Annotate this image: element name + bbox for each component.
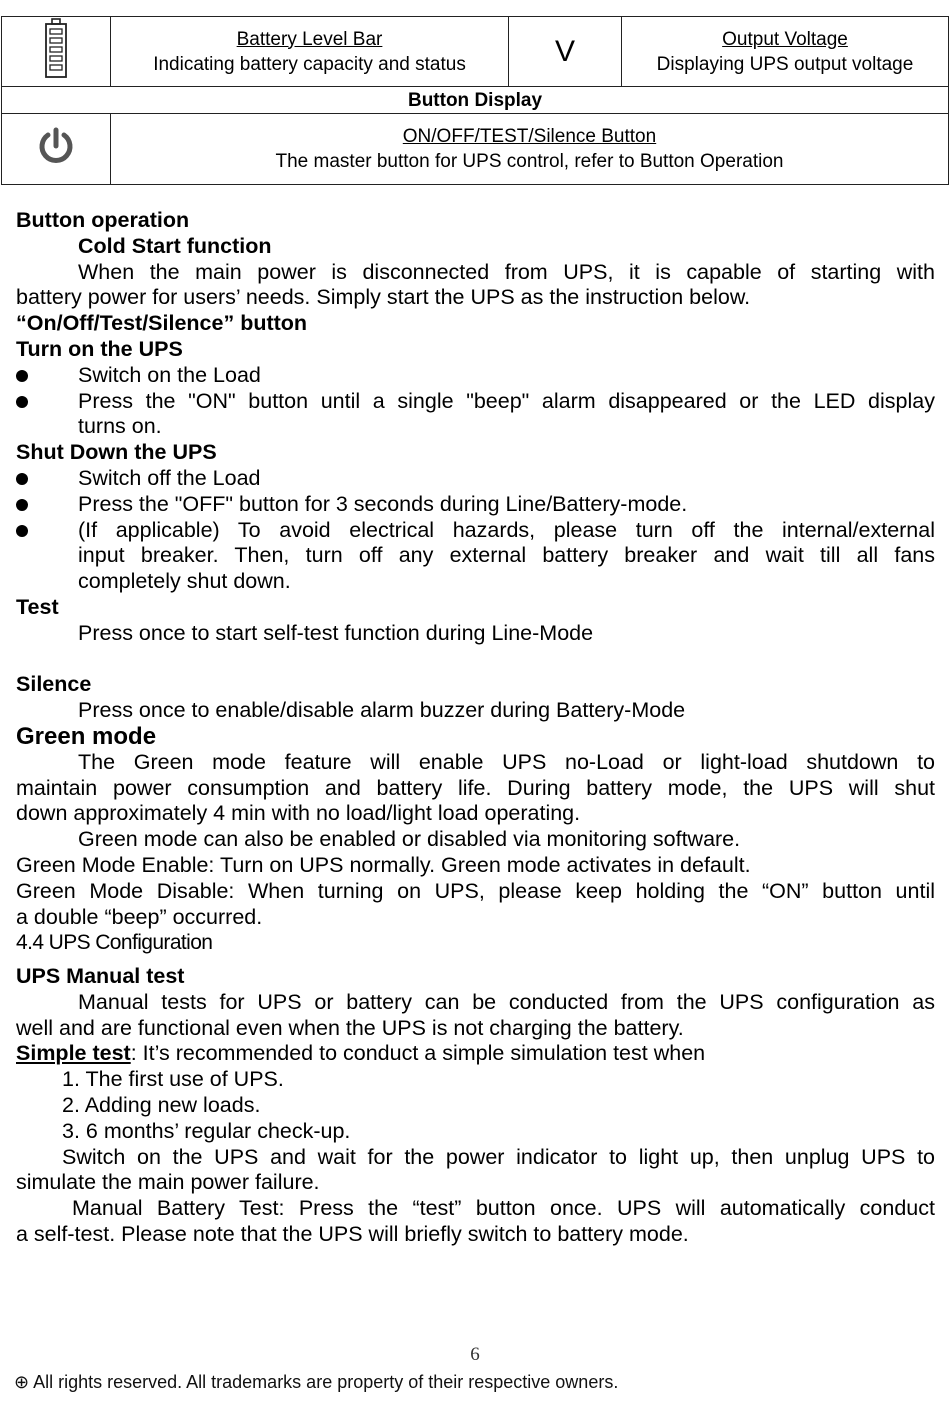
paragraph-line: Switch on the UPS and wait for the power indicator to light up, then unplug UPS to bbox=[62, 1144, 935, 1169]
battery-icon-cell bbox=[2, 17, 111, 87]
battery-desc: Indicating battery capacity and status bbox=[153, 53, 466, 75]
list-item-continued: completely shut down. bbox=[78, 569, 291, 594]
bullet-icon bbox=[16, 499, 28, 511]
list-item: Press the "OFF" button for 3 seconds during Line/Battery-mode. bbox=[16, 492, 935, 518]
paragraph-line: a double “beep” occurred. bbox=[16, 904, 263, 929]
list-item-continued: turns on. bbox=[78, 414, 162, 439]
battery-level-icon bbox=[41, 17, 71, 79]
paragraph-line: simulate the main power failure. bbox=[16, 1170, 320, 1195]
power-button-icon bbox=[36, 126, 76, 166]
voltage-desc: Displaying UPS output voltage bbox=[656, 53, 914, 75]
heading-ups-configuration: 4.4 UPS Configuration bbox=[16, 931, 213, 955]
heading-green-mode: Green mode bbox=[16, 722, 157, 750]
blank-line bbox=[16, 647, 935, 673]
paragraph-line: maintain power consumption and battery life. During battery mode, the UPS will shut bbox=[16, 775, 935, 800]
paragraph-line: Manual tests for UPS or battery can be conducted from the UPS configuration as bbox=[78, 989, 935, 1014]
list-item: Switch on the Load bbox=[16, 363, 935, 389]
voltage-title: Output Voltage bbox=[722, 28, 848, 50]
heading-cold-start: Cold Start function bbox=[78, 233, 272, 258]
list-item: (If applicable) To avoid electrical hazards, please turn off the internal/external bbox=[16, 518, 935, 544]
paragraph-line: Press once to enable/disable alarm buzzer during Battery-Mode bbox=[78, 698, 686, 723]
paragraph-line: Green mode can also be enabled or disabled via monitoring software. bbox=[78, 827, 741, 852]
voltage-symbol: V bbox=[509, 17, 622, 87]
heading-manual-test: UPS Manual test bbox=[16, 964, 185, 988]
bullet-icon bbox=[16, 473, 28, 485]
heading-button: “On/Off/Test/Silence” button bbox=[16, 311, 308, 336]
list-item: Press the "ON" button until a single "beep" alarm disappeared or the LED display bbox=[16, 389, 935, 415]
heading-shut-down: Shut Down the UPS bbox=[16, 440, 217, 465]
list-item: 2. Adding new loads. bbox=[62, 1092, 261, 1117]
button-operation-section bbox=[16, 208, 935, 956]
paragraph-line: Press once to start self-test function during Line-Mode bbox=[78, 620, 594, 645]
heading-silence: Silence bbox=[16, 672, 92, 697]
paragraph-line: Manual Battery Test: Press the “test” button once. UPS will automatically conduct bbox=[72, 1196, 935, 1221]
list-item-continued: input breaker. Then, turn off any external battery breaker and wait till all fans bbox=[78, 543, 935, 568]
heading-turn-on: Turn on the UPS bbox=[16, 336, 183, 361]
bullet-icon bbox=[16, 525, 28, 537]
paragraph-line: battery power for users’ needs. Simply start the UPS as the instruction below. bbox=[16, 285, 751, 310]
power-button-desc: The master button for UPS control, refer to Button Operation bbox=[275, 151, 784, 172]
paragraph-line: a self-test. Please note that the UPS will briefly switch to battery mode. bbox=[16, 1221, 689, 1246]
page-number: 6 bbox=[470, 1344, 480, 1365]
copyright-footer: ⊕ All rights reserved. All trademarks are property of their respective owners. bbox=[14, 1372, 619, 1392]
voltage-description-cell bbox=[622, 17, 949, 87]
paragraph-line: The Green mode feature will enable UPS no-Load or light-load shutdown to bbox=[78, 749, 935, 774]
battery-description-cell bbox=[111, 17, 509, 87]
bullet-icon bbox=[16, 370, 28, 382]
paragraph-line: Green Mode Disable: When turning on UPS, please keep holding the “ON” button until bbox=[16, 878, 935, 903]
manual-test-section bbox=[16, 964, 935, 1248]
bullet-icon bbox=[16, 396, 28, 408]
power-button-description-cell bbox=[111, 114, 949, 185]
display-table bbox=[1, 16, 949, 185]
list-item: 3. 6 months’ regular check-up. bbox=[62, 1118, 351, 1143]
paragraph-line: Green Mode Enable: Turn on UPS normally. Green mode activates in default. bbox=[16, 852, 751, 877]
simple-test-label: Simple test bbox=[16, 1041, 131, 1066]
paragraph-line: well and are functional even when the UPS is not charging the battery. bbox=[16, 1015, 684, 1040]
paragraph-line: down approximately 4 min with no load/light load operating. bbox=[16, 801, 581, 826]
power-icon-cell bbox=[2, 114, 111, 185]
power-button-title: ON/OFF/TEST/Silence Button bbox=[402, 126, 657, 147]
button-display-header: Button Display bbox=[2, 87, 949, 114]
paragraph-line: When the main power is disconnected from UPS, it is capable of starting with bbox=[78, 259, 935, 284]
list-item: Switch off the Load bbox=[16, 466, 935, 492]
heading-test: Test bbox=[16, 594, 59, 619]
list-item: 1. The first use of UPS. bbox=[62, 1067, 284, 1092]
battery-title: Battery Level Bar bbox=[236, 28, 383, 50]
paragraph-line: Simple test: It’s recommended to conduct a simple simulation test when bbox=[16, 1041, 706, 1066]
heading-button-operation: Button operation bbox=[16, 208, 190, 232]
